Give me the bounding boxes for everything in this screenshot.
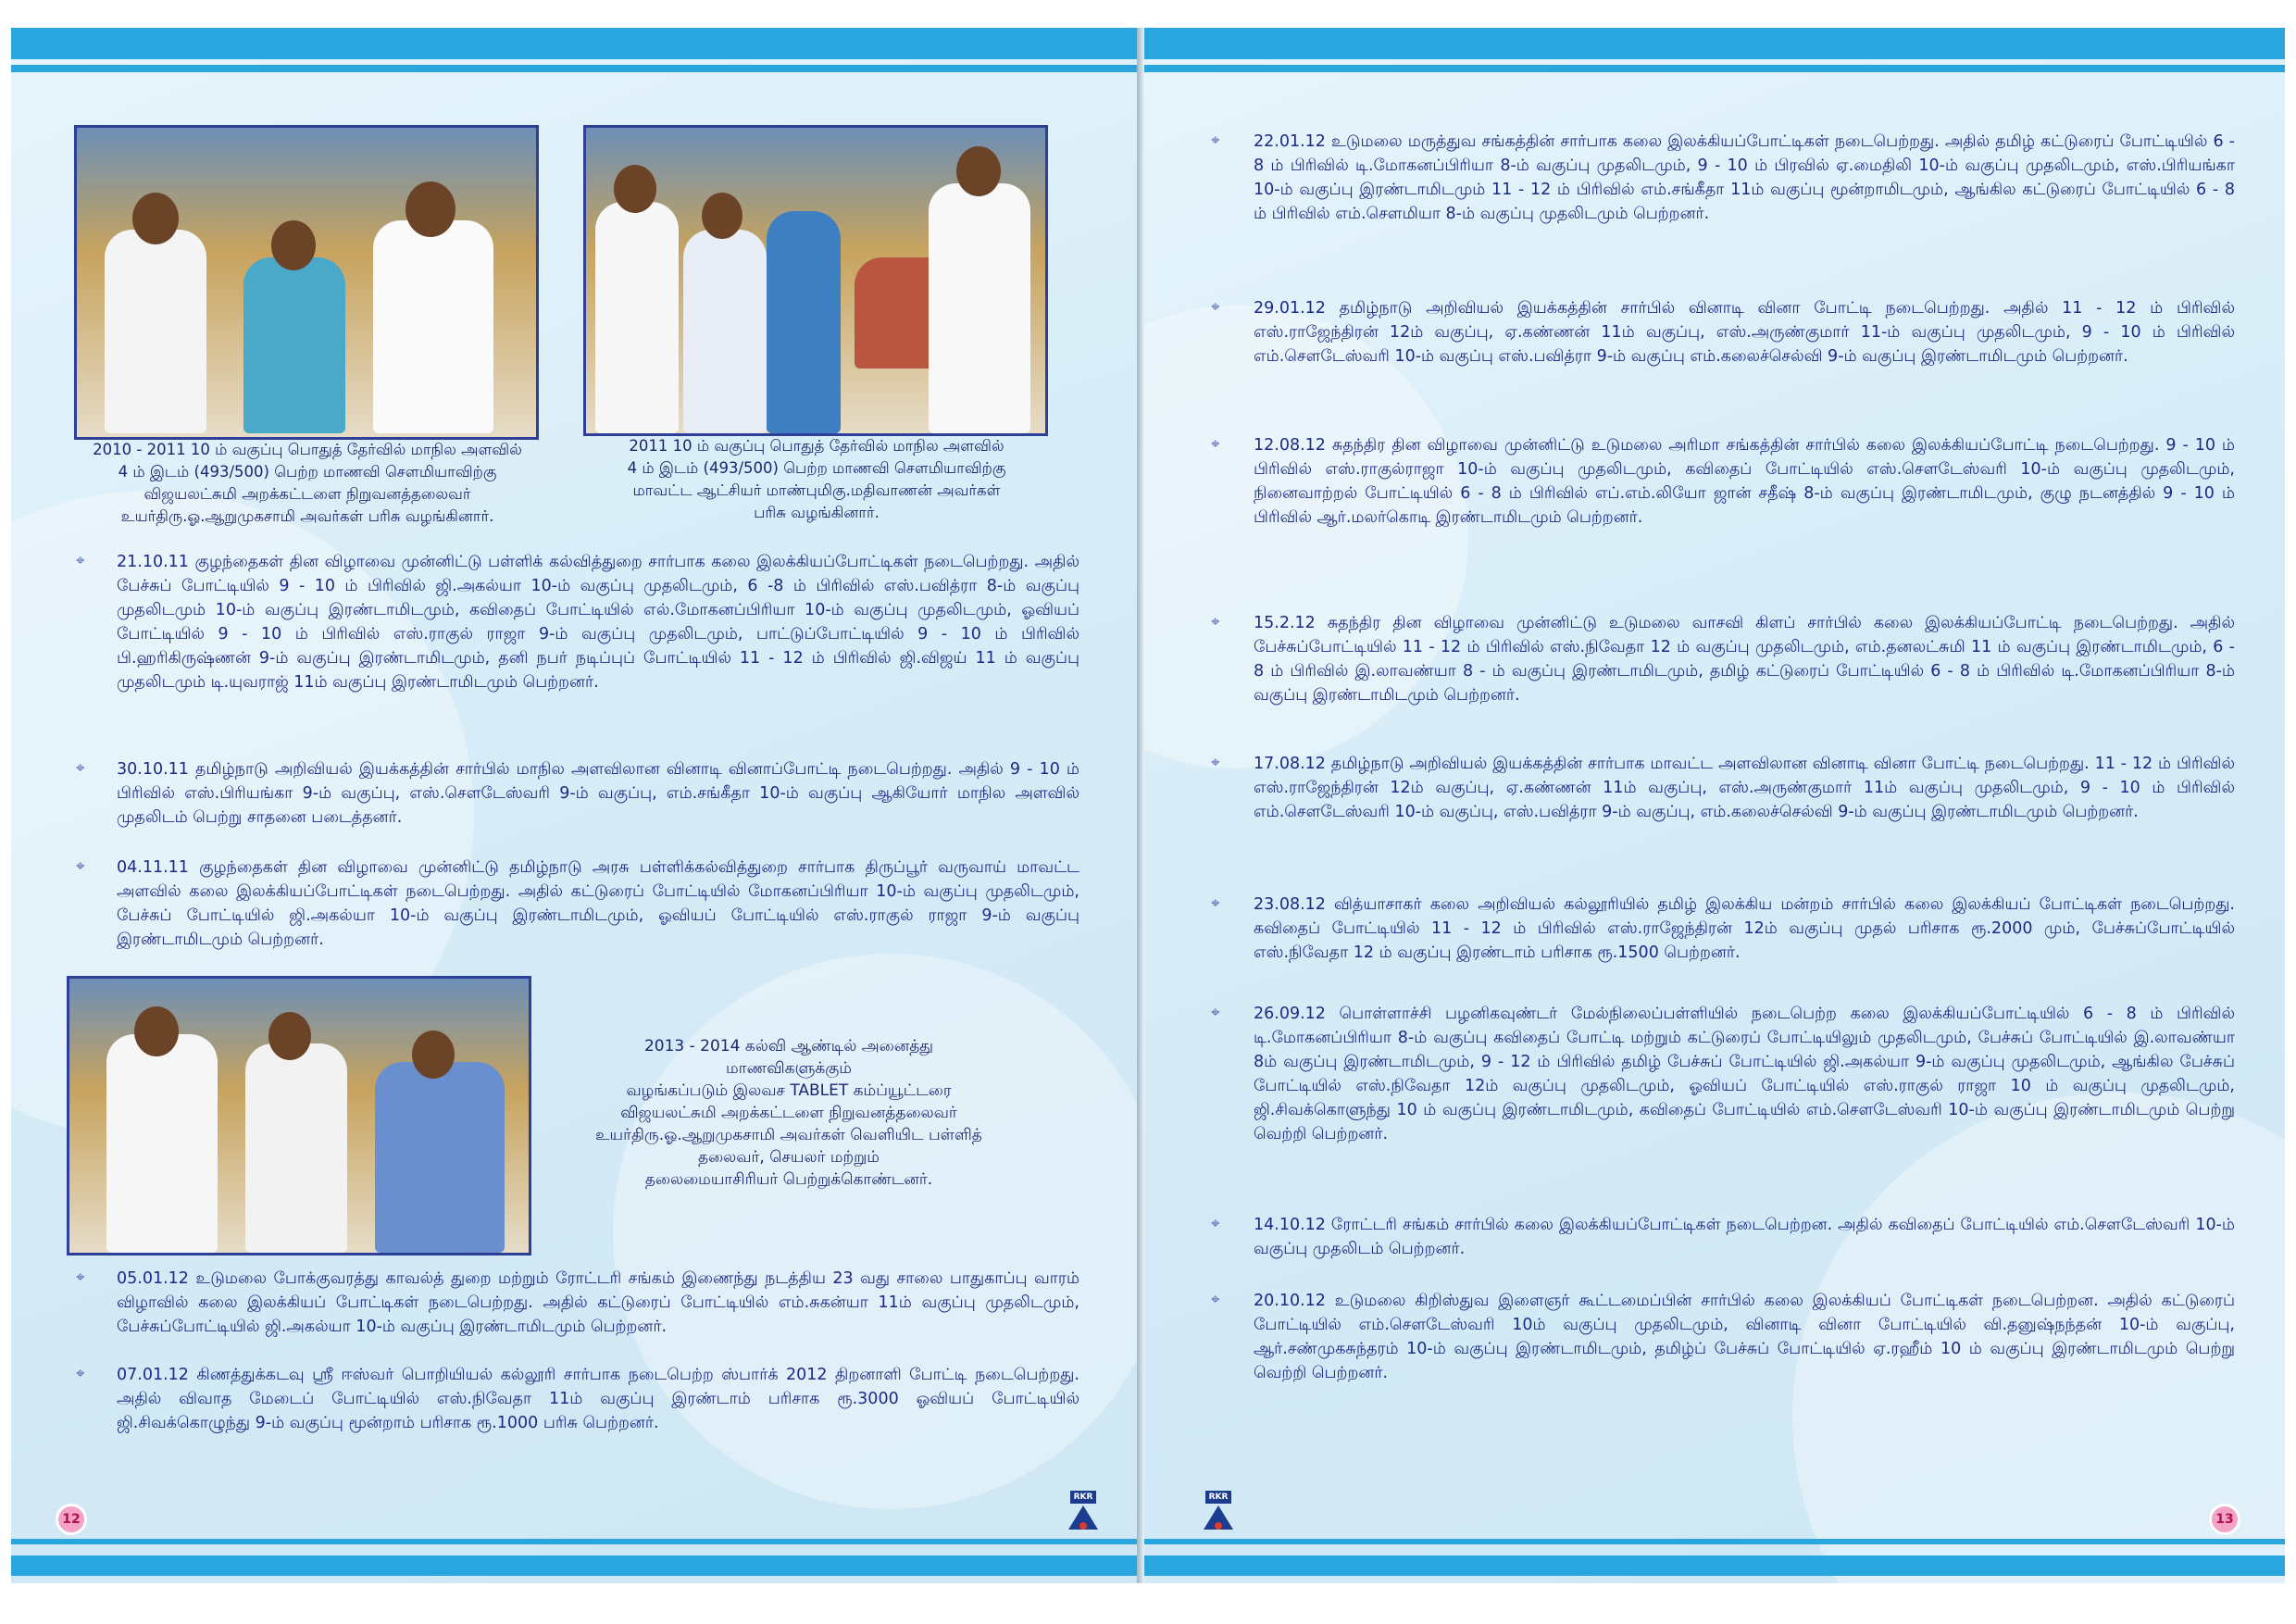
photo-prize-ceremony-2 (583, 125, 1048, 436)
bullet-icon: ⌖ (1211, 1291, 1220, 1309)
bottom-band (11, 1555, 1137, 1576)
bottom-band-thin (11, 1539, 1137, 1544)
event-paragraph: 05.01.12 உடுமலை போக்குவரத்து காவல்த் துறை மற்றும் ரோட்டரி சங்கம் இணைந்து நடத்திய 23 வது சாலை பாதுகாப்பு வாரம் விழாவில் கலை இலக்கியப் போட்டிகள் நடைபெற்றது. அதில் கட்டுரைப் போட்டியில் எம்.சுகன்யா 11ம் வகுப்பு முதலிடமும், பேச்சுப்போட்டியில் ஜி.அகல்யா 10-ம் வகுப்பு இரண்டாமிடமும் பெற்றனர். (117, 1269, 1079, 1336)
bullet-icon: ⌖ (1211, 894, 1220, 913)
bullet-icon: ⌖ (1211, 298, 1220, 317)
event-paragraph: 12.08.12 சுதந்திர தின விழாவை முன்னிட்டு உடுமலை அரிமா சங்கத்தின் சார்பில் கலை இலக்கியப்போட்டி நடைபெற்றது. 9 - 10 ம் பிரிவில் எஸ்.ராகுல்ராஜா 10-ம் வகுப்பு முதலிடமும், கவிதைப் போட்டியில் எஸ்.சௌடேஸ்வரி 10-ம் வகுப்பு முதலிடமும், நினைவாற்றல் போட்டியில் 6 - 8 ம் பிரிவில் எப்.எம்.லியோ ஜான் சதீஷ் 8-ம் வகுப்பு இரண்டாமிடமும், குழு நடனத்தில் 9 - 10 ம் பிரிவில் ஆர்.மலர்கொடி இரண்டாமிடமும் பெற்றனர். (1254, 436, 2235, 527)
event-paragraph: 29.01.12 தமிழ்நாடு அறிவியல் இயக்கத்தின் சார்பில் வினாடி வினா போட்டி நடைபெற்றது. அதில் 11 - 12 ம் பிரிவில் எஸ்.ராஜேந்திரன் 12ம் வகுப்பு, ஏ.கண்ணன் 11ம் வகுப்பு, எஸ்.அருண்குமார் 11-ம் வகுப்பு முதலிடமும், 9 - 10 ம் பிரிவில் எம்.சௌடேஸ்வரி 10-ம் வகுப்பு எஸ்.பவித்ரா 9-ம் வகுப்பு எம்.கலைச்செல்வி 9-ம் வகுப்பு இரண்டாமிடமும் பெற்றனர். (1254, 299, 2235, 366)
right-page (1144, 28, 2285, 1583)
event-paragraph: 07.01.12 கிணத்துக்கடவு ஸ்ரீ ஈஸ்வர் பொறியியல் கல்லூரி சார்பாக நடைபெற்ற ஸ்பார்க் 2012 திறனாளி போட்டி நடைபெற்றது. அதில் விவாத மேடைப் போட்டியில் எஸ்.நிவேதா 11ம் வகுப்பு இரண்டாம் பரிசாக ரூ.3000 ஓவியப் போட்டியில் ஜி.சிவக்கொழுந்து 9-ம் வகுப்பு மூன்றாம் பரிசாக ரூ.1000 பரிசு பெற்றனர். (117, 1366, 1079, 1432)
bullet-icon: ⌖ (1211, 1004, 1220, 1022)
event-paragraph: 14.10.12 ரோட்டரி சங்கம் சார்பில் கலை இலக்கியப்போட்டிகள் நடைபெற்றன. அதில் கவிதைப் போட்டியில் எம்.சௌடேஸ்வரி 10-ம் வகுப்பு முதலிடம் பெற்றனர். (1254, 1216, 2235, 1258)
photo2-caption: 2011 10 ம் வகுப்பு பொதுத் தேர்வில் மாநில அளவில் 4 ம் இடம் (493/500) பெற்ற மாணவி சௌமியாவிற்கு மாவட்ட ஆட்சியர் மாண்புமிகு.மதிவாணன் அவர்கள் பரிசு வழங்கினார். (627, 437, 1006, 521)
bullet-icon: ⌖ (76, 857, 85, 876)
event-paragraph: 17.08.12 தமிழ்நாடு அறிவியல் இயக்கத்தின் சார்பாக மாவட்ட அளவிலான வினாடி வினா போட்டி நடைபெற்றது. 11 - 12 ம் பிரிவில் எஸ்.ராஜேந்திரன் 12ம் வகுப்பு, ஏ.கண்ணன் 11ம் வகுப்பு, எஸ்.அருண்குமார் 11ம் வகுப்பு முதலிடமும், 9 - 10 ம் பிரிவில் எம்.சௌடேஸ்வரி 10-ம் வகுப்பு, எஸ்.பவித்ரா 9-ம் வகுப்பு, எம்.கலைச்செல்வி 9-ம் வகுப்பு இரண்டாமிடமும் பெற்றனர். (1254, 755, 2235, 821)
event-paragraph: 15.2.12 சுதந்திர தின விழாவை முன்னிட்டு உடுமலை வாசவி கிளப் சார்பில் கலை இலக்கியப்போட்டி நடைபெற்றது. அதில் பேச்சுப்போட்டியில் 11 - 12 ம் பிரிவில் எஸ்.நிவேதா 12 ம் வகுப்பு முதலிடமும், எம்.தனலட்சுமி 11 ம் வகுப்பு இரண்டாமிடமும், 6 - 8 ம் பிரிவில் இ.லாவண்யா 8 - ம் வகுப்பு இரண்டாமிடமும், தமிழ் கட்டுரைப் போட்டியில் 6 - 8 ம் பிரிவில் டி.மோகனப்பிரியா 8-ம் வகுப்பு இரண்டாமிடமும் பெற்றனர். (1254, 614, 2235, 705)
photo-prize-ceremony-1 (74, 125, 539, 440)
top-band (11, 28, 1137, 59)
rkr-logo: RKR (1200, 1491, 1237, 1539)
page-number: 12 (56, 1504, 87, 1535)
left-page (11, 28, 1137, 1583)
bullet-icon: ⌖ (1211, 435, 1220, 454)
bullet-icon: ⌖ (1211, 1215, 1220, 1233)
bullet-icon: ⌖ (76, 1268, 85, 1287)
page-number: 13 (2209, 1504, 2240, 1535)
event-paragraph: 26.09.12 பொள்ளாச்சி பழனிகவுண்டர் மேல்நிலைப்பள்ளியில் நடைபெற்ற கலை இலக்கியப்போட்டியில் 6 - 8 ம் பிரிவில் டி.மோகனப்பிரியா 8-ம் வகுப்பு கவிதைப் போட்டி மற்றும் கட்டுரைப் போட்டியிலும் முதலிடமும், பேச்சுப் போட்டியில் இ.லாவண்யா 8ம் வகுப்பு இரண்டாமிடமும், 9 - 12 ம் பிரிவில் தமிழ் பேச்சுப் போட்டியில் ஜி.அகல்யா 9-ம் வகுப்பு முதலிடமும், ஆங்கில பேச்சுப் போட்டியில் எஸ்.நிவேதா 12ம் வகுப்பு முதலிடமும், ஓவியப் போட்டியில் எஸ்.ராகுல் ராஜா 10 ம் வகுப்பு முதலிடமும், ஜி.சிவக்கொளுந்து 10 ம் வகுப்பு இரண்டாமிடமும், கவிதைப் போட்டியில் எம்.சௌடேஸ்வரி 10-ம் வகுப்பு இரண்டாமிடமும் பெற்று வெற்றி பெற்றனர். (1254, 1005, 2235, 1143)
photo-tablet-distribution (67, 976, 531, 1255)
event-paragraph: 20.10.12 உடுமலை கிறிஸ்துவ இளைஞர் கூட்டமைப்பின் சார்பில் கலை இலக்கியப் போட்டிகள் நடைபெற்றன. அதில் கட்டுரைப் போட்டியில் எம்.சௌடேஸ்வரி 10ம் வகுப்பு முதலிடமும், வினாடி வினா போட்டியில் வி.தனுஷ்நந்தன் 10-ம் வகுப்பு, ஆர்.சண்முகசுந்தரம் 10-ம் வகுப்பு இரண்டாமிடமும், தமிழ்ப் பேச்சுப் போட்டியில் ஏ.ரஹீம் 10 ம் வகுப்பு இரண்டாமிடமும் பெற்று வெற்றி பெற்றனர். (1254, 1292, 2235, 1382)
bullet-icon: ⌖ (76, 552, 85, 570)
top-band-thin (1144, 65, 2285, 72)
bullet-icon: ⌖ (76, 1365, 85, 1383)
photo3-caption: 2013 - 2014 கல்வி ஆண்டில் அனைத்து மாணவிகளுக்கும் வழங்கப்படும் இலவச TABLET கம்ப்யூட்டரை விஜயலட்சுமி அறக்கட்டளை நிறுவனத்தலைவர் உயர்திரு.ஓ.ஆறுமுகசாமி அவர்கள் வெளியிட பள்ளித் தலைவர், செயலர் மற்றும் தலைமையாசிரியர் பெற்றுக்கொண்டனர். (595, 1037, 982, 1189)
bullet-icon: ⌖ (76, 759, 85, 778)
photo1-caption: 2010 - 2011 10 ம் வகுப்பு பொதுத் தேர்வில் மாநில அளவில் 4 ம் இடம் (493/500) பெற்ற மாணவி சௌமியாவிற்கு விஜயலட்சுமி அறக்கட்டளை நிறுவனத்தலைவர் உயர்திரு.ஓ.ஆறுமுகசாமி அவர்கள் பரிசு வழங்கினார். (93, 441, 522, 525)
event-paragraph: 30.10.11 தமிழ்நாடு அறிவியல் இயக்கத்தின் சார்பில் மாநில அளவிலான வினாடி வினாப்போட்டி நடைபெற்றது. அதில் 9 - 10 ம் பிரிவில் எஸ்.பிரியங்கா 9-ம் வகுப்பு, எஸ்.சௌடேஸ்வரி 9-ம் வகுப்பு, எம்.சங்கீதா 10-ம் வகுப்பு ஆகியோர் மாநில அளவில் முதலிடம் பெற்று சாதனை படைத்தனர். (117, 760, 1079, 827)
event-paragraph: 23.08.12 வித்யாசாகர் கலை அறிவியல் கல்லூரியில் தமிழ் இலக்கிய மன்றம் சார்பில் கலை இலக்கியப் போட்டிகள் நடைபெற்றது. கவிதைப் போட்டியில் 11 - 12 ம் பிரிவில் எஸ்.ராஜேந்திரன் 12ம் வகுப்பு முதல் பரிசாக ரூ.2000 மும், பேச்சுப்போட்டியில் எஸ்.நிவேதா 12 ம் வகுப்பு இரண்டாம் பரிசாக ரூ.1500 பெற்றனர். (1254, 895, 2235, 962)
event-paragraph: 22.01.12 உடுமலை மருத்துவ சங்கத்தின் சார்பாக கலை இலக்கியப்போட்டிகள் நடைபெற்றது. அதில் தமிழ் கட்டுரைப் போட்டியில் 6 - 8 ம் பிரிவில் டி.மோகனப்பிரியா 8-ம் வகுப்பு முதலிடமும், 9 - 10 ம் பிரவில் ஏ.மைதிலி 10-ம் வகுப்பு முதலிடமும், எஸ்.பிரியங்கா 10-ம் வகுப்பு இரண்டாமிடமும் 11 - 12 ம் பிரிவில் எம்.சங்கீதா 11ம் வகுப்பு மூன்றாமிடமும், ஆங்கில கட்டுரைப் போட்டியில் 6 - 8 ம் பிரிவில் எம்.சௌமியா 8-ம் வகுப்பு முதலிடமும் பெற்றனர். (1254, 132, 2235, 223)
rkr-logo: RKR (1065, 1491, 1102, 1539)
bullet-icon: ⌖ (1211, 613, 1220, 631)
bottom-band-thin (1144, 1539, 2285, 1544)
top-band-thin (11, 65, 1137, 72)
bottom-band (1144, 1555, 2285, 1576)
event-paragraph: 04.11.11 குழந்தைகள் தின விழாவை முன்னிட்டு தமிழ்நாடு அரசு பள்ளிக்கல்வித்துறை சார்பாக திருப்பூர் வருவாய் மாவட்ட அளவில் கலை இலக்கியப்போட்டிகள் நடைபெற்றது. அதில் கட்டுரைப் போட்டியில் மோகனப்பிரியா 10-ம் வகுப்பு முதலிடமும், பேச்சுப் போட்டியில் ஜி.அகல்யா 10-ம் வகுப்பு இரண்டாமிடமும், ஓவியப் போட்டியில் எஸ்.ராகுல் ராஜா 9-ம் வகுப்பு இரண்டாமிடமும் பெற்றனர். (117, 858, 1079, 949)
bullet-icon: ⌖ (1211, 131, 1220, 150)
bullet-icon: ⌖ (1211, 754, 1220, 772)
top-band (1144, 28, 2285, 59)
event-paragraph: 21.10.11 குழந்தைகள் தின விழாவை முன்னிட்டு பள்ளிக் கல்வித்துறை சார்பாக கலை இலக்கியப்போட்டிகள் நடைபெற்றது. அதில் பேச்சுப் போட்டியில் 9 - 10 ம் பிரிவில் ஜி.அகல்யா 10-ம் வகுப்பு முதலிடமும், 6 -8 ம் பிரிவில் எஸ்.பவித்ரா 8-ம் வகுப்பு முதலிடமும் 10-ம் வகுப்பு இரண்டாமிடமும், கவிதைப் போட்டியில் எல்.மோகனப்பிரியா 10-ம் வகுப்பு முதலிடமும், ஓவியப் போட்டியில் 9 - 10 ம் பிரிவில் எஸ்.ராகுல் ராஜா 9-ம் வகுப்பு முதலிடமும், பாட்டுப்போட்டியில் 9 - 10 ம் பிரிவில் பி.ஹரிகிருஷ்ணன் 9-ம் வகுப்பு இரண்டாமிடமும், தனி நபர் நடிப்புப் போட்டியில் 11 - 12 ம் பிரிவில் ஜி.விஜய் 11 ம் வகுப்பு முதலிடமும் டி.யுவராஜ் 11ம் வகுப்பு இரண்டாமிடமும் பெற்றனர். (117, 553, 1079, 692)
book-gutter (1137, 28, 1144, 1583)
